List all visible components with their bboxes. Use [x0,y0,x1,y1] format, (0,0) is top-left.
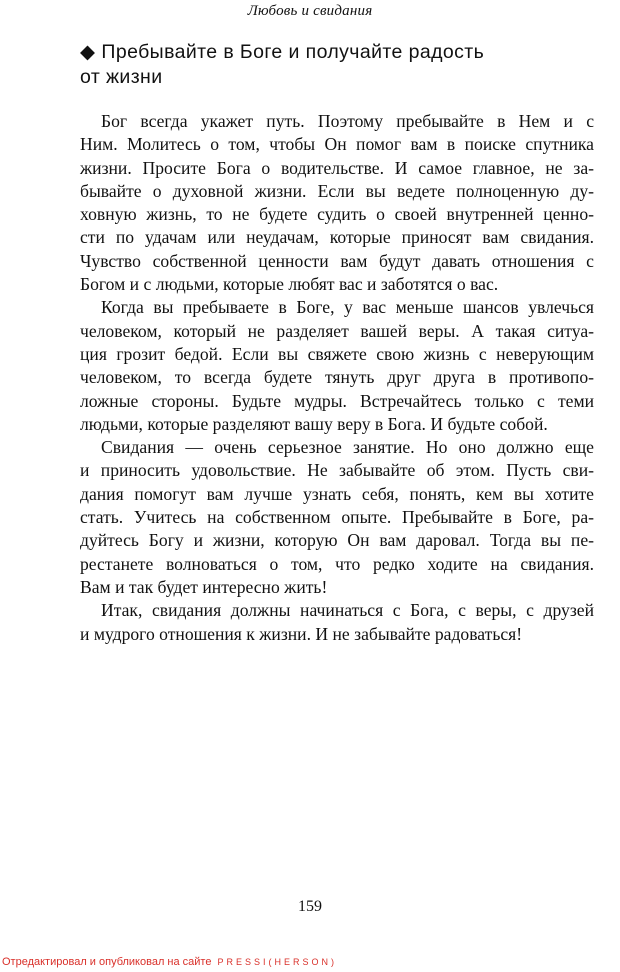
section-heading-line-1 [80,40,570,65]
paragraph-2-line: ложные стороны. Будьте мудры. Встречайтесь только с теми [80,390,594,411]
paragraph-3-line: стать. Учитесь на собственном опыте. Пребывайте в Боге, ра- [80,507,594,528]
paragraph-2-line: Когда вы пребываете в Боге, у вас меньше шансов увлечься [101,297,594,318]
paragraph-1-line: ховную жизнь, то не будете судить о своей внутренней ценно- [80,204,594,225]
paragraph-3-line: дуйтесь Богу и жизни, которую Он вам даровал. Тогда вы пе- [80,530,594,551]
paragraph-3-line: и приносить удовольствие. Не забывайте об этом. Пусть сви- [80,460,594,481]
paragraph-2-line: ция грозит бедой. Если вы свяжете свою жизнь с неверующим [80,343,594,364]
paragraph-3-line: дания помогут вам лучше узнать себя, понять, кем вы хотите [80,483,594,504]
paragraph-3-line: Вам и так будет интересно жить! [80,576,328,597]
paragraph-1-line: бывайте о духовной жизни. Если вы ведете полноценную ду- [80,180,594,201]
paragraph-2-line: людьми, которые разделяют вашу веру в Бога. И будьте собой. [80,413,548,434]
paragraph-1-line: Богом и с людьми, которые любят вас и заботятся о вас. [80,274,499,295]
footer-credit-text: Отредактировал и опубликовал на сайте [2,956,212,968]
paragraph-1-line: сти по удачам или неудачам, которые приносят вам свидания. [80,227,594,248]
page-number: 159 [298,898,322,915]
footer-credit [2,956,337,968]
section-heading-text-1: Пребывайте в Боге и получайте радость [101,41,485,63]
paragraph-3-line: Свидания — очень серьезное занятие. Но оно должно еще [101,437,594,458]
running-head: Любовь и свидания [247,3,373,19]
paragraph-2-line: человеком, то всегда будете тянуть друг друга в противопо- [80,367,594,388]
paragraph-1-line: Чувство собственной ценности вам будут давать отношения с [80,250,594,271]
paragraph-1-line: жизни. Просите Бога о водительстве. И самое главное, не за- [80,157,594,178]
paragraph-3-line: рестанете волноваться о том, что редко ходите на свидания. [80,553,594,574]
paragraph-1-line: Бог всегда укажет путь. Поэтому пребывайте в Нем и с [101,111,594,131]
section-heading [80,40,570,90]
section-heading-line-2: от жизни [80,66,163,88]
paragraph-1-line: Ним. Молитесь о том, чтобы Он помог вам в поиске спутника [80,134,594,155]
paragraph-4-line: Итак, свидания должны начинаться с Бога, с веры, с друзей [101,600,594,621]
paragraph-2-line: человеком, который не разделяет вашей веры. А такая ситуа- [80,320,594,341]
footer-site-link[interactable]: PRESSI(HERSON) [217,957,337,967]
paragraph-4-line: и мудрого отношения к жизни. И не забывайте радоваться! [80,623,523,644]
diamond-bullet-icon: ◆ [80,41,96,63]
body-text [80,110,594,646]
